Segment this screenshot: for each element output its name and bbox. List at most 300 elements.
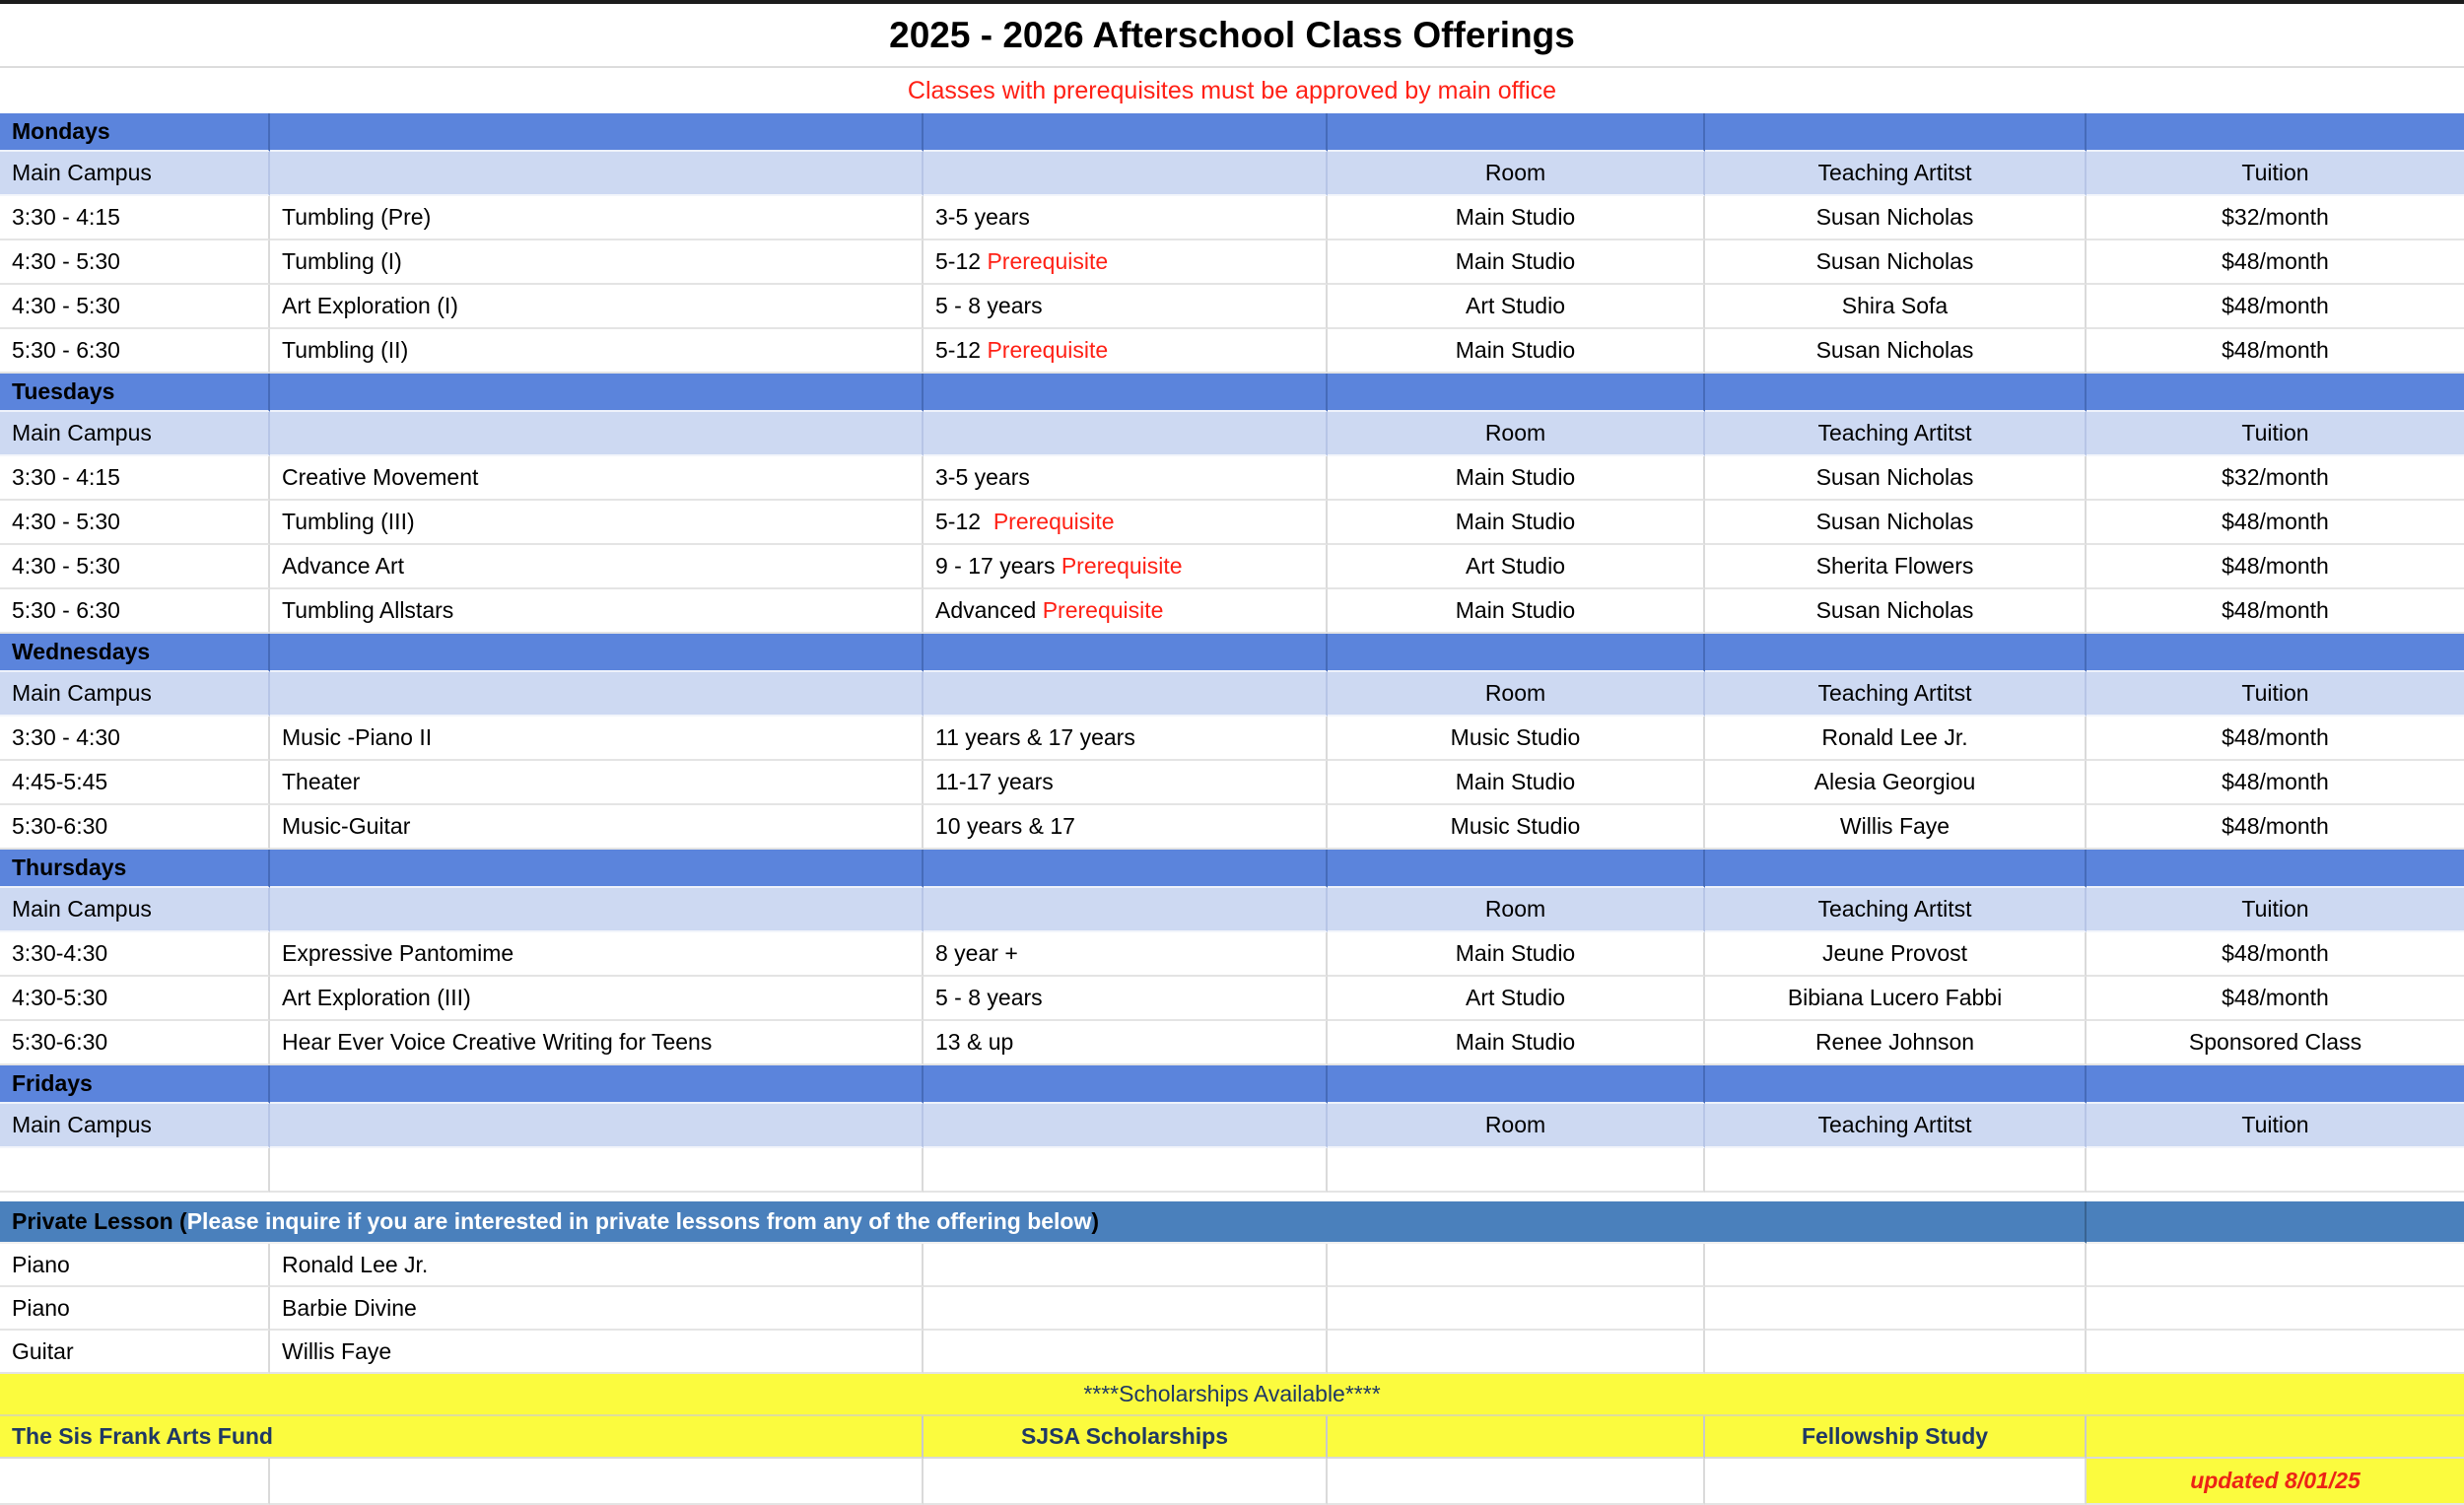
- room-value: Main Studio: [1455, 204, 1576, 230]
- tuition-value: $48/month: [2222, 597, 2329, 623]
- day-empty-cell: [2087, 113, 2464, 152]
- row-funds: [0, 1416, 2464, 1459]
- time-cell: [0, 977, 270, 1021]
- artist-value: Susan Nicholas: [1815, 509, 1974, 534]
- schedule-table: [0, 113, 2464, 1505]
- day-empty-cell: [270, 634, 924, 672]
- class-name: Art Exploration (III): [282, 985, 471, 1010]
- age-cell: [924, 240, 1328, 285]
- updated-empty-cell: [0, 1459, 270, 1505]
- row-class: [0, 545, 2464, 589]
- class-name: Music -Piano II: [282, 724, 433, 750]
- day-label: Tuesdays: [12, 378, 115, 404]
- tuition-cell: [2087, 196, 2464, 240]
- day-empty-cell: [924, 1065, 1328, 1104]
- artist-header: Teaching Artitst: [1817, 160, 1972, 185]
- lesson-empty-cell: [2087, 1287, 2464, 1331]
- tuition-cell: [2087, 932, 2464, 977]
- class-time: 3:30 - 4:30: [12, 724, 120, 750]
- row-class: [0, 805, 2464, 850]
- row-class: [0, 1021, 2464, 1065]
- artist-cell: [1705, 932, 2087, 977]
- prerequisite-flag: Prerequisite: [987, 337, 1109, 363]
- artist-header: Teaching Artitst: [1817, 680, 1972, 706]
- subheader-empty-cell: [924, 672, 1328, 717]
- row-lesson: [0, 1287, 2464, 1331]
- lesson-empty-cell: [1328, 1287, 1705, 1331]
- artist-cell: [1705, 717, 2087, 761]
- subheader-empty-cell: [270, 672, 924, 717]
- class-name: Expressive Pantomime: [282, 940, 514, 966]
- room-header-cell: [1328, 672, 1705, 717]
- room-header-cell: [1328, 888, 1705, 932]
- room-value: Main Studio: [1455, 464, 1576, 490]
- room-value: Main Studio: [1455, 1029, 1576, 1055]
- instrument-cell: [0, 1244, 270, 1287]
- updated-empty-cell: [1328, 1459, 1705, 1505]
- private-lesson-open-paren: (: [172, 1208, 187, 1234]
- tuition-value: $48/month: [2222, 724, 2329, 750]
- row-class: [0, 589, 2464, 634]
- artist-value: Shira Sofa: [1841, 293, 1949, 318]
- subtitle-row: [0, 68, 2464, 113]
- day-label-cell: [0, 1065, 270, 1104]
- instrument-cell: [0, 1331, 270, 1374]
- class-age: 5 - 8 years: [935, 293, 1043, 318]
- artist-cell: [1705, 1021, 2087, 1065]
- tuition-cell: [2087, 805, 2464, 850]
- row-class: [0, 501, 2464, 545]
- class-name-cell: [270, 977, 924, 1021]
- artist-cell: [1705, 805, 2087, 850]
- class-age: 3-5 years: [935, 204, 1030, 230]
- class-name: Theater: [282, 769, 361, 794]
- room-cell: [1328, 932, 1705, 977]
- row-class: [0, 1148, 2464, 1193]
- campus-cell: [0, 1104, 270, 1148]
- artist-cell: [1705, 196, 2087, 240]
- room-cell: [1328, 589, 1705, 634]
- day-empty-cell: [1705, 374, 2087, 412]
- sjsa-cell: [924, 1416, 1328, 1459]
- tuition-cell: [2087, 329, 2464, 374]
- campus-label: Main Campus: [12, 420, 152, 445]
- tuition-cell: [2087, 977, 2464, 1021]
- artist-cell: [1705, 977, 2087, 1021]
- title-row: [0, 4, 2464, 68]
- room-header-cell: [1328, 412, 1705, 456]
- day-label-cell: [0, 374, 270, 412]
- room-value: Music Studio: [1450, 724, 1581, 750]
- class-name: Hear Ever Voice Creative Writing for Teens: [282, 1029, 713, 1055]
- artist-header-cell: [1705, 672, 2087, 717]
- teacher-cell: [270, 1287, 924, 1331]
- artist-value: Susan Nicholas: [1815, 337, 1974, 363]
- tuition-cell: [2087, 501, 2464, 545]
- updated-empty-cell: [1705, 1459, 2087, 1505]
- row-class: [0, 761, 2464, 805]
- age-cell: [924, 932, 1328, 977]
- instrument-cell: [0, 1287, 270, 1331]
- subheader-empty-cell: [270, 152, 924, 196]
- fellowship-label: Fellowship Study: [1801, 1423, 1989, 1449]
- day-empty-cell: [1328, 850, 1705, 888]
- class-age: 5-12: [935, 337, 988, 363]
- campus-cell: [0, 888, 270, 932]
- room-value: Art Studio: [1466, 553, 1565, 579]
- prerequisite-flag: Prerequisite: [987, 248, 1109, 274]
- class-time: 3:30 - 4:15: [12, 204, 120, 230]
- class-name-cell: [270, 285, 924, 329]
- artist-value: Renee Johnson: [1814, 1029, 1975, 1055]
- teacher-cell: [270, 1244, 924, 1287]
- subheader-empty-cell: [924, 412, 1328, 456]
- time-cell: [0, 329, 270, 374]
- day-empty-cell: [1705, 113, 2087, 152]
- room-value: Main Studio: [1455, 509, 1576, 534]
- fellowship-cell: [1705, 1416, 2087, 1459]
- day-label: Thursdays: [12, 855, 127, 880]
- funds-empty-cell: [2087, 1416, 2464, 1459]
- class-name-cell: [270, 589, 924, 634]
- room-cell: [1328, 761, 1705, 805]
- row-wednesdays: [0, 634, 2464, 672]
- tuition-value: $48/month: [2222, 248, 2329, 274]
- row-class: [0, 977, 2464, 1021]
- tuition-value: $32/month: [2222, 464, 2329, 490]
- scholarships-banner-cell: [0, 1374, 2464, 1416]
- class-name: Music-Guitar: [282, 813, 411, 839]
- private-lesson-label: Private Lesson: [12, 1208, 173, 1234]
- row-private: [0, 1201, 2464, 1244]
- day-empty-cell: [2087, 850, 2464, 888]
- day-empty-cell: [270, 1065, 924, 1104]
- class-name-cell: [270, 1148, 924, 1193]
- room-header: Room: [1484, 160, 1546, 185]
- class-age: Advanced: [935, 597, 1043, 623]
- lesson-empty-cell: [1705, 1331, 2087, 1374]
- class-age: 11-17 years: [935, 769, 1054, 794]
- class-time: 4:30 - 5:30: [12, 509, 120, 534]
- lesson-empty-cell: [924, 1244, 1328, 1287]
- room-value: Main Studio: [1455, 248, 1576, 274]
- time-cell: [0, 1148, 270, 1193]
- artist-header-cell: [1705, 152, 2087, 196]
- time-cell: [0, 456, 270, 501]
- class-age: 3-5 years: [935, 464, 1030, 490]
- tuition-header-cell: [2087, 152, 2464, 196]
- subheader-empty-cell: [270, 412, 924, 456]
- tuition-value: $48/month: [2222, 769, 2329, 794]
- day-label-cell: [0, 634, 270, 672]
- day-empty-cell: [924, 113, 1328, 152]
- day-empty-cell: [1328, 1065, 1705, 1104]
- day-empty-cell: [924, 374, 1328, 412]
- tuition-value: $48/month: [2222, 293, 2329, 318]
- prerequisite-flag: Prerequisite: [1061, 553, 1183, 579]
- day-empty-cell: [270, 850, 924, 888]
- tuition-value: $48/month: [2222, 509, 2329, 534]
- tuition-cell: [2087, 761, 2464, 805]
- room-value: Main Studio: [1455, 940, 1576, 966]
- lesson-empty-cell: [1705, 1244, 2087, 1287]
- row-fridays: [0, 1065, 2464, 1104]
- class-time: 4:30 - 5:30: [12, 293, 120, 318]
- time-cell: [0, 285, 270, 329]
- updated-date-cell: [2087, 1459, 2464, 1505]
- subheader-empty-cell: [924, 152, 1328, 196]
- class-age: 10 years & 17: [935, 813, 1075, 839]
- artist-cell: [1705, 329, 2087, 374]
- tuition-header: Tuition: [2241, 420, 2309, 445]
- teacher-cell: [270, 1331, 924, 1374]
- room-value: Music Studio: [1450, 813, 1581, 839]
- instrument-label: Piano: [12, 1294, 70, 1321]
- day-empty-cell: [1705, 1065, 2087, 1104]
- funds-empty-cell: [1328, 1416, 1705, 1459]
- class-name-cell: [270, 456, 924, 501]
- class-name-cell: [270, 196, 924, 240]
- day-label: Fridays: [12, 1070, 93, 1096]
- class-time: 3:30-4:30: [12, 940, 108, 966]
- class-time: 4:45-5:45: [12, 769, 108, 794]
- room-cell: [1328, 501, 1705, 545]
- day-empty-cell: [270, 374, 924, 412]
- artist-cell: [1705, 285, 2087, 329]
- room-cell: [1328, 717, 1705, 761]
- teacher-name: Ronald Lee Jr.: [282, 1251, 429, 1277]
- room-value: Art Studio: [1466, 985, 1565, 1010]
- lesson-empty-cell: [1328, 1331, 1705, 1374]
- day-empty-cell: [1705, 850, 2087, 888]
- day-empty-cell: [1328, 634, 1705, 672]
- artist-header-cell: [1705, 1104, 2087, 1148]
- row-class: [0, 717, 2464, 761]
- instrument-label: Guitar: [12, 1337, 74, 1364]
- class-name: Art Exploration (I): [282, 293, 458, 318]
- teacher-name: Willis Faye: [282, 1337, 392, 1364]
- campus-label: Main Campus: [12, 680, 152, 706]
- class-name-cell: [270, 805, 924, 850]
- day-empty-cell: [1328, 113, 1705, 152]
- time-cell: [0, 545, 270, 589]
- age-cell: [924, 717, 1328, 761]
- class-age: 5 - 8 years: [935, 985, 1043, 1010]
- tuition-value: $48/month: [2222, 337, 2329, 363]
- class-time: 5:30-6:30: [12, 813, 108, 839]
- class-time: 5:30-6:30: [12, 1029, 108, 1055]
- class-time: 3:30 - 4:15: [12, 464, 120, 490]
- class-name-cell: [270, 545, 924, 589]
- age-cell: [924, 977, 1328, 1021]
- tuition-header: Tuition: [2241, 160, 2309, 185]
- tuition-header: Tuition: [2241, 680, 2309, 706]
- day-empty-cell: [1705, 634, 2087, 672]
- class-age: 13 & up: [935, 1029, 1014, 1055]
- class-time: 5:30 - 6:30: [12, 337, 120, 363]
- age-cell: [924, 501, 1328, 545]
- sis-frank-fund-cell: [0, 1416, 924, 1459]
- prerequisite-flag: Prerequisite: [992, 509, 1115, 534]
- day-empty-cell: [924, 634, 1328, 672]
- prerequisite-flag: Prerequisite: [1042, 597, 1164, 623]
- tuition-header: Tuition: [2241, 896, 2309, 922]
- tuition-cell: [2087, 456, 2464, 501]
- artist-cell: [1705, 501, 2087, 545]
- room-value: Art Studio: [1466, 293, 1565, 318]
- subheader-empty-cell: [924, 1104, 1328, 1148]
- artist-value: Bibiana Lucero Fabbi: [1787, 985, 2003, 1010]
- updated-empty-cell: [270, 1459, 924, 1505]
- artist-header-cell: [1705, 888, 2087, 932]
- campus-cell: [0, 672, 270, 717]
- room-cell: [1328, 196, 1705, 240]
- tuition-cell: [2087, 717, 2464, 761]
- time-cell: [0, 240, 270, 285]
- time-cell: [0, 501, 270, 545]
- campus-label: Main Campus: [12, 896, 152, 922]
- row-subheader: [0, 412, 2464, 456]
- row-subheader: [0, 152, 2464, 196]
- class-name-cell: [270, 1021, 924, 1065]
- tuition-header-cell: [2087, 672, 2464, 717]
- age-cell: [924, 196, 1328, 240]
- row-class: [0, 196, 2464, 240]
- artist-value: Susan Nicholas: [1815, 464, 1974, 490]
- row-subheader: [0, 1104, 2464, 1148]
- sis-frank-fund-label: The Sis Frank Arts Fund: [12, 1423, 273, 1449]
- room-value: Main Studio: [1455, 597, 1576, 623]
- artist-value: Ronald Lee Jr.: [1821, 724, 1968, 750]
- class-time: 4:30 - 5:30: [12, 248, 120, 274]
- tuition-header-cell: [2087, 1104, 2464, 1148]
- private-lesson-note: Please inquire if you are interested in private lessons from any of the offering below: [186, 1208, 1092, 1234]
- class-name: Tumbling (Pre): [282, 204, 432, 230]
- class-name-cell: [270, 501, 924, 545]
- tuition-header: Tuition: [2241, 1112, 2309, 1137]
- class-name: Advance Art: [282, 553, 405, 579]
- tuition-value: $32/month: [2222, 204, 2329, 230]
- tuition-cell: [2087, 1021, 2464, 1065]
- age-cell: [924, 285, 1328, 329]
- lesson-empty-cell: [1328, 1244, 1705, 1287]
- row-thursdays: [0, 850, 2464, 888]
- class-name: Tumbling Allstars: [282, 597, 454, 623]
- lesson-empty-cell: [2087, 1244, 2464, 1287]
- class-name: Creative Movement: [282, 464, 479, 490]
- row-tuesdays: [0, 374, 2464, 412]
- private-lesson-close-paren: ): [1091, 1208, 1100, 1234]
- time-cell: [0, 589, 270, 634]
- tuition-value: $48/month: [2222, 940, 2329, 966]
- lesson-empty-cell: [1705, 1287, 2087, 1331]
- row-lesson: [0, 1331, 2464, 1374]
- campus-cell: [0, 412, 270, 456]
- tuition-cell: [2087, 240, 2464, 285]
- tuition-value: Sponsored Class: [2188, 1029, 2362, 1055]
- class-name: Tumbling (II): [282, 337, 409, 363]
- time-cell: [0, 932, 270, 977]
- row-spacer: [0, 1193, 2464, 1201]
- artist-cell: [1705, 456, 2087, 501]
- lesson-empty-cell: [924, 1287, 1328, 1331]
- time-cell: [0, 1021, 270, 1065]
- age-cell: [924, 761, 1328, 805]
- artist-header-cell: [1705, 412, 2087, 456]
- row-subheader: [0, 672, 2464, 717]
- row-class: [0, 285, 2464, 329]
- campus-label: Main Campus: [12, 1112, 152, 1137]
- artist-cell: [1705, 761, 2087, 805]
- artist-value: Susan Nicholas: [1815, 204, 1974, 230]
- row-mondays: [0, 113, 2464, 152]
- row-class: [0, 329, 2464, 374]
- tuition-value: $48/month: [2222, 813, 2329, 839]
- prerequisite-notice: Classes with prerequisites must be approved by main office: [907, 76, 1557, 104]
- day-empty-cell: [2087, 1065, 2464, 1104]
- row-updated: [0, 1459, 2464, 1505]
- class-name-cell: [270, 761, 924, 805]
- day-label-cell: [0, 850, 270, 888]
- age-cell: [924, 805, 1328, 850]
- day-empty-cell: [1328, 374, 1705, 412]
- artist-value: Susan Nicholas: [1815, 248, 1974, 274]
- subheader-empty-cell: [270, 1104, 924, 1148]
- room-header: Room: [1484, 420, 1546, 445]
- artist-value: Alesia Georgiou: [1814, 769, 1976, 794]
- day-empty-cell: [2087, 634, 2464, 672]
- class-time: 4:30 - 5:30: [12, 553, 120, 579]
- age-cell: [924, 1021, 1328, 1065]
- day-empty-cell: [270, 113, 924, 152]
- day-empty-cell: [924, 850, 1328, 888]
- subheader-empty-cell: [924, 888, 1328, 932]
- artist-header: Teaching Artitst: [1817, 1112, 1972, 1137]
- room-cell: [1328, 977, 1705, 1021]
- day-label: Wednesdays: [12, 639, 151, 664]
- class-time: 5:30 - 6:30: [12, 597, 120, 623]
- instrument-label: Piano: [12, 1251, 70, 1277]
- room-cell: [1328, 1148, 1705, 1193]
- tuition-cell: [2087, 285, 2464, 329]
- room-cell: [1328, 545, 1705, 589]
- lesson-empty-cell: [924, 1331, 1328, 1374]
- age-cell: [924, 589, 1328, 634]
- artist-header: Teaching Artitst: [1817, 420, 1972, 445]
- room-cell: [1328, 1021, 1705, 1065]
- row-lesson: [0, 1244, 2464, 1287]
- tuition-value: $48/month: [2222, 553, 2329, 579]
- class-name: Tumbling (I): [282, 248, 402, 274]
- tuition-header-cell: [2087, 412, 2464, 456]
- age-cell: [924, 1148, 1328, 1193]
- campus-cell: [0, 152, 270, 196]
- age-cell: [924, 329, 1328, 374]
- class-age: 5-12: [935, 509, 993, 534]
- row-subheader: [0, 888, 2464, 932]
- age-cell: [924, 545, 1328, 589]
- room-header-cell: [1328, 1104, 1705, 1148]
- private-empty-cell: [2087, 1201, 2464, 1244]
- class-age: 5-12: [935, 248, 988, 274]
- class-time: 4:30-5:30: [12, 985, 108, 1010]
- age-cell: [924, 456, 1328, 501]
- room-cell: [1328, 240, 1705, 285]
- lesson-empty-cell: [2087, 1331, 2464, 1374]
- room-header: Room: [1484, 896, 1546, 922]
- artist-header: Teaching Artitst: [1817, 896, 1972, 922]
- class-name: Tumbling (III): [282, 509, 415, 534]
